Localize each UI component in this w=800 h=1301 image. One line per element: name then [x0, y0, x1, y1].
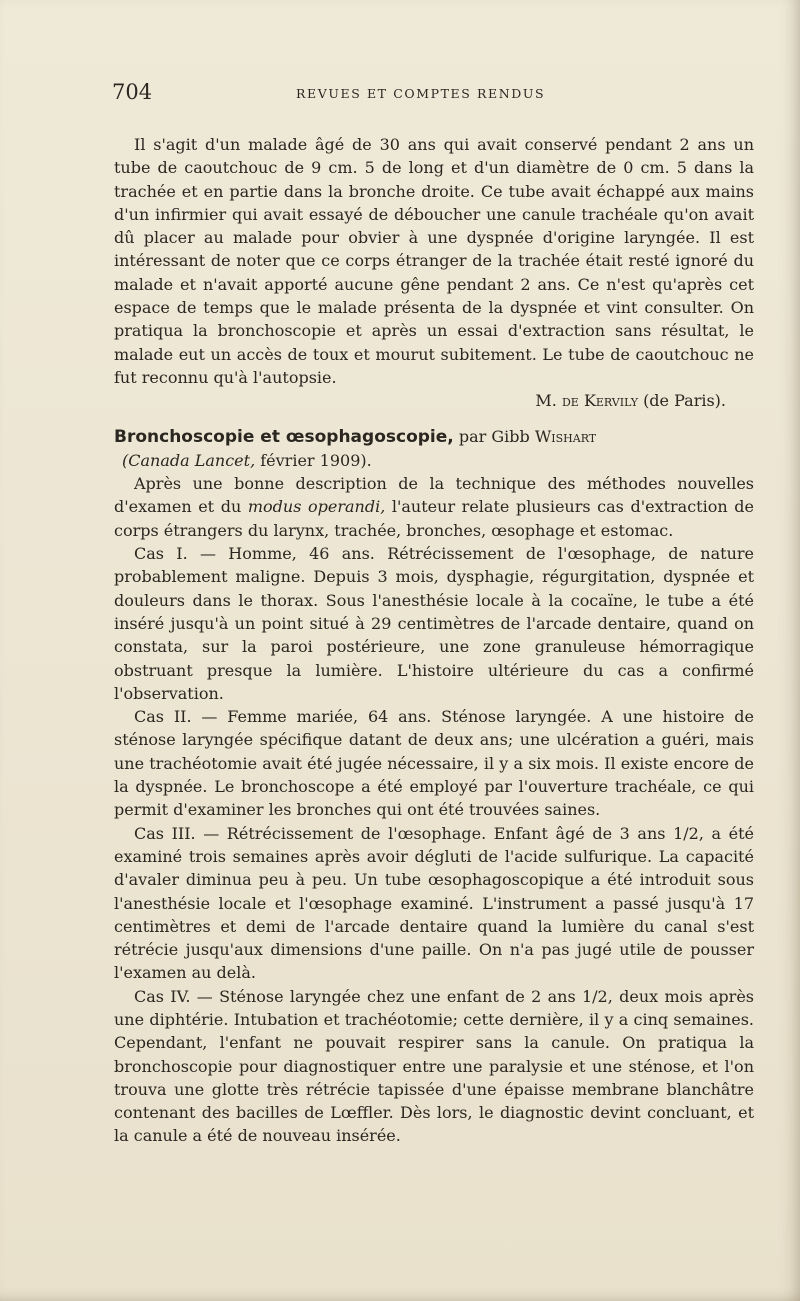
- article2-journal: (Canada Lancet,: [122, 450, 256, 470]
- article2-heading: [114, 425, 754, 473]
- article2-intro-part2: l'auteur relate plusieurs cas d'extraction de corps étrangers du larynx, trachée, bronches, œsophage et estomac.: [114, 497, 754, 540]
- signature-place: (de Paris).: [643, 391, 726, 411]
- article1-signature: [114, 389, 754, 412]
- article2-title: Bronchoscopie et œsophagoscopie,: [114, 426, 454, 447]
- page-body: [114, 133, 754, 1148]
- article2-intro-italic: modus operandi,: [247, 497, 386, 517]
- page-number: 704: [112, 80, 153, 104]
- article2-by: par: [458, 426, 487, 446]
- article2-author-first: Gibb: [491, 426, 530, 446]
- running-title: REVUES ET COMPTES RENDUS: [296, 86, 546, 101]
- page-header: [112, 80, 752, 110]
- article2-case1: Cas I. — Homme, 46 ans. Rétrécissement de l'œsophage, de nature probablement maligne. Depuis 3 mois, dysphagie, régurgitation, dyspnée et douleurs dans le thorax. Sous l'anesthésie locale à la cocaïne, le tube a été inséré jusqu'à un point situé à 29 centimètres de l'arcade dentaire, quand on constata, sur la paroi postérieure, une zone granuleuse hémorragique obstruant presque la lumière. L'histoire ultérieure du cas a confirmé l'observation.: [114, 544, 754, 703]
- article2-source: [114, 449, 754, 472]
- article2-intro-part1: Après une bonne description de la technique des méthodes nouvelles d'examen et du: [114, 474, 754, 517]
- article2-case3: Cas III. — Rétrécissement de l'œsophage. Enfant âgé de 3 ans 1/2, a été examiné trois semaines après avoir dégluti de l'acide sulfurique. La capacité d'avaler diminua peu à peu. Un tube œsophagoscopique a été introduit sous l'anesthésie locale et l'œsophage examiné. L'instrument a passé jusqu'à 17 centimètres et demi de l'arcade dentaire quand la lumière du canal s'est rétrécie jusqu'aux dimensions d'une paille. On n'a pas jugé utile de pousser l'examen au delà.: [114, 823, 754, 983]
- signature-name: Kervily: [583, 391, 638, 411]
- article2-intro: [114, 472, 754, 542]
- article2-author-last: Wishart: [534, 426, 597, 446]
- article2-case2: Cas II. — Femme mariée, 64 ans. Sténose laryngée. A une histoire de sténose laryngée spécifique datant de deux ans; une ulcération a guéri, mais une trachéotomie avait été jugée nécessaire, il y a six mois. Il existe encore de la dyspnée. Le bronchoscope a été employé par l'ouverture trachéale, ce qui permit d'examiner les bronches qui ont été trouvées saines.: [114, 707, 754, 820]
- signature-prefix: M.: [535, 391, 557, 411]
- article1-paragraph: Il s'agit d'un malade âgé de 30 ans qui avait conservé pendant 2 ans un tube de caoutchouc de 9 cm. 5 de long et d'un diamètre de 0 cm. 5 dans la trachée et en partie dans la bronche droite. Ce tube avait échappé aux mains d'un infirmier qui avait essayé de déboucher une canule trachéale qu'on avait dû placer au malade pour obvier à une dyspnée d'origine laryngée. Il est intéressant de noter que ce corps étranger de la trachée était resté ignoré du malade et n'avait apporté aucune gêne pendant 2 ans. Ce n'est qu'après cet espace de temps que le malade présenta de la dyspnée et vint consulter. On pratiqua la bronchoscopie et après un essai d'extraction sans résultat, le malade eut un accès de toux et mourut subitement. Le tube de caoutchouc ne fut reconnu qu'à l'autopsie.: [114, 135, 754, 387]
- signature-particle: de: [561, 391, 579, 411]
- article2-date: février 1909).: [260, 450, 372, 470]
- article2-case4: Cas IV. — Sténose laryngée chez une enfant de 2 ans 1/2, deux mois après une diphtérie. Intubation et trachéotomie; cette dernière, il y a cinq semaines. Cependant, l'enfant ne pouvait respirer sans la canule. On pratiqua la bronchoscopie pour diagnostiquer entre une paralysie et une sténose, et l'on trouva une glotte très rétrécie tapissée d'une épaisse membrane blanchâtre contenant des bacilles de Lœffler. Dès lors, le diagnostic devint concluant, et la canule a été de nouveau insérée.: [114, 986, 754, 1146]
